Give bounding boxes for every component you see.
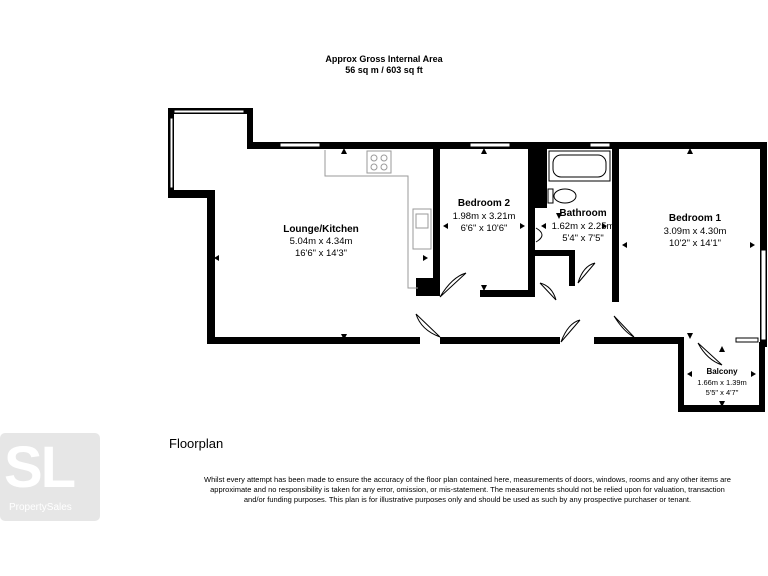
window-lounge bbox=[280, 143, 320, 147]
balcony-imperial: 5'5" x 4'7" bbox=[705, 388, 739, 397]
wall-wing-bottom bbox=[168, 190, 212, 198]
brand-logo bbox=[0, 433, 100, 521]
door-bath-2 bbox=[578, 263, 595, 283]
logo-tagline: PropertySales bbox=[9, 502, 72, 513]
bathroom-metric: 1.62m x 2.25m bbox=[551, 221, 615, 232]
wall-balcony-right bbox=[759, 342, 765, 412]
bedroom1-imperial: 10'2" x 14'1" bbox=[668, 238, 722, 249]
walls bbox=[168, 108, 767, 412]
room-labels bbox=[283, 198, 747, 397]
bedroom2-imperial: 6'6" x 10'6" bbox=[460, 223, 508, 234]
area-value: 56 sq m / 603 sq ft bbox=[345, 65, 423, 75]
wall-bottom-mid bbox=[440, 337, 560, 344]
window-bedroom1 bbox=[761, 250, 766, 340]
wall-balcony-left bbox=[678, 342, 684, 412]
door-balcony bbox=[698, 343, 722, 365]
logo-letters: SL bbox=[4, 435, 75, 500]
balcony-metric: 1.66m x 1.39m bbox=[697, 378, 747, 387]
lounge-name: Lounge/Kitchen bbox=[283, 224, 359, 235]
bedroom1-metric: 3.09m x 4.30m bbox=[663, 226, 727, 237]
bedroom1-name: Bedroom 1 bbox=[668, 213, 722, 224]
wall-bottom-right bbox=[594, 337, 684, 344]
lounge-metric: 5.04m x 4.34m bbox=[289, 236, 353, 247]
bathroom-name: Bathroom bbox=[559, 208, 607, 219]
area-title: Approx Gross Internal Area bbox=[325, 54, 443, 64]
wall-bottom-left bbox=[207, 337, 420, 344]
disclaimer-text: Whilst every attempt has been made to ensure the accuracy of the floor plan contained here, measurements of doors, windows, rooms and any other items are approximate and no responsibility is taken for any error, omission, or mis-statement. The measurements should not be relied upon for valuation, transaction and/or funding purposes. This plan is for illustrative purposes only and should be used as such by any prospective purchaser or tenant. bbox=[204, 475, 731, 504]
wall-bath-return bbox=[569, 250, 575, 286]
wall-bed2-bottom bbox=[480, 290, 535, 297]
bathroom-imperial: 5'4" x 7'5" bbox=[562, 233, 604, 244]
wall-lounge-bed2 bbox=[433, 142, 440, 287]
bedroom2-name: Bedroom 2 bbox=[457, 198, 511, 209]
wall-balcony-bottom bbox=[678, 405, 765, 412]
direction-markers bbox=[214, 148, 756, 407]
door-entrance bbox=[561, 320, 580, 342]
hob-icon bbox=[367, 151, 391, 173]
door-lounge bbox=[416, 314, 440, 337]
toilet-icon bbox=[554, 189, 576, 203]
basin-icon bbox=[536, 228, 542, 242]
balcony-name: Balcony bbox=[706, 367, 738, 376]
window-bathroom bbox=[590, 143, 610, 147]
window-balcony bbox=[736, 338, 758, 342]
wall-left bbox=[207, 190, 215, 343]
door-bedroom1 bbox=[614, 316, 634, 337]
wall-pillar bbox=[416, 278, 440, 296]
window-wing-top bbox=[174, 110, 244, 113]
wall-bath-duct bbox=[533, 148, 547, 208]
floorplan-caption: Floorplan bbox=[169, 436, 224, 451]
kitchen-counter bbox=[325, 150, 418, 288]
bedroom2-metric: 1.98m x 3.21m bbox=[452, 211, 516, 222]
window-bedroom2 bbox=[470, 143, 510, 147]
door-bathroom bbox=[540, 283, 556, 300]
window-wing-left bbox=[170, 118, 173, 188]
door-bedroom2 bbox=[440, 273, 466, 297]
lounge-imperial: 16'6" x 14'3" bbox=[294, 248, 348, 259]
